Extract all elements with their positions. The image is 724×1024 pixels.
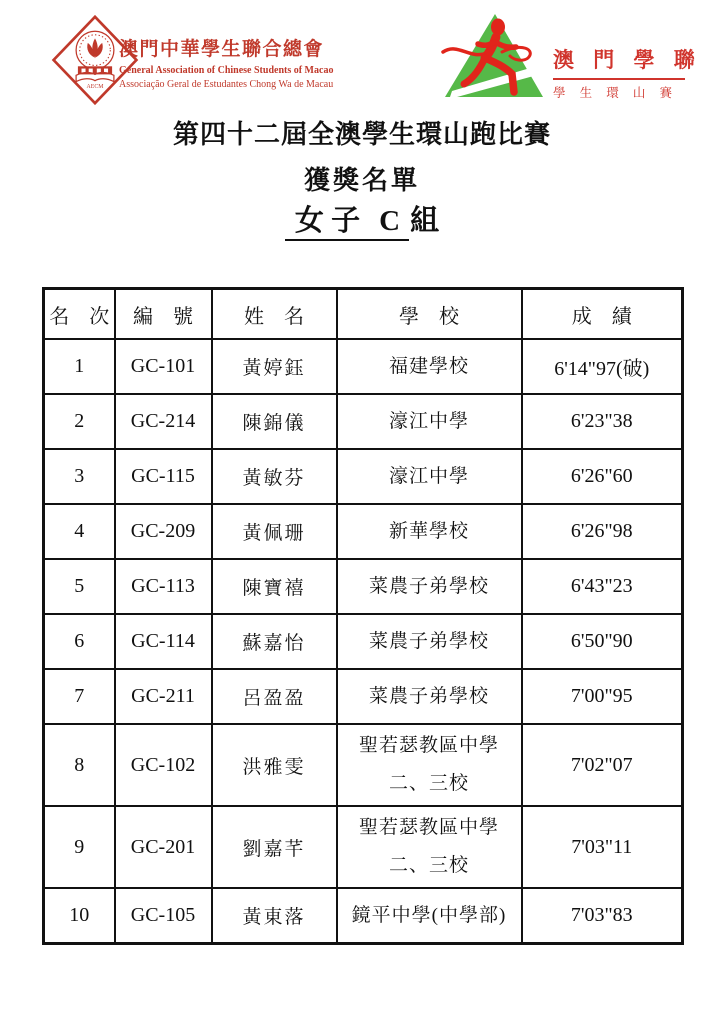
rank-cell: 2 xyxy=(44,394,115,449)
column-header-school: 學 校 xyxy=(337,289,522,340)
result-cell: 6'23"38 xyxy=(522,394,683,449)
results-table xyxy=(42,287,684,945)
school-cell xyxy=(337,614,522,669)
number-cell: GC-211 xyxy=(115,669,212,724)
group-name: 女 子 xyxy=(285,205,370,241)
table-row xyxy=(44,614,683,669)
school-cell xyxy=(337,669,522,724)
name-cell: 蘇嘉怡 xyxy=(212,614,337,669)
association-name-pt: Associação Geral de Estudantes Chong Wa de Macau xyxy=(119,79,334,90)
table-row xyxy=(44,559,683,614)
table-row xyxy=(44,449,683,504)
rank-cell: 4 xyxy=(44,504,115,559)
number-cell: GC-115 xyxy=(115,449,212,504)
table-row xyxy=(44,888,683,944)
header-row xyxy=(44,289,683,340)
result-cell: 7'03"83 xyxy=(522,888,683,944)
name-cell: 黃東落 xyxy=(212,888,337,944)
rank-cell: 6 xyxy=(44,614,115,669)
table-row xyxy=(44,394,683,449)
number-cell: GC-209 xyxy=(115,504,212,559)
school-name-line1: 聖若瑟教區中學 xyxy=(358,735,499,756)
event-title: 第四十二屆全澳學生環山跑比賽 xyxy=(172,120,551,149)
school-name-line1: 新華學校 xyxy=(388,520,469,542)
school-cell xyxy=(337,724,522,806)
school-name-line1: 鏡平中學(中學部) xyxy=(351,904,507,926)
school-cell xyxy=(337,559,522,614)
name-cell: 陳錦儀 xyxy=(212,394,337,449)
number-cell: GC-102 xyxy=(115,724,212,806)
group-suffix: 組 xyxy=(410,205,440,237)
table-row xyxy=(44,806,683,888)
school-name-line2: 二、三校 xyxy=(388,855,469,876)
column-header-rank: 名 次 xyxy=(44,289,115,340)
result-cell: 7'02"07 xyxy=(522,724,683,806)
rank-cell: 7 xyxy=(44,669,115,724)
awards-list-title: 獲獎名單 xyxy=(303,166,420,195)
table-row xyxy=(44,724,683,806)
aecm-acronym: AECM xyxy=(86,83,104,90)
result-cell: 7'03"11 xyxy=(522,806,683,888)
number-cell: GC-201 xyxy=(115,806,212,888)
result-cell: 6'26"98 xyxy=(522,504,683,559)
result-cell: 6'50"90 xyxy=(522,614,683,669)
association-name-zh: 澳門中華學生聯合總會 xyxy=(119,39,325,60)
rank-cell: 5 xyxy=(44,559,115,614)
number-cell: GC-114 xyxy=(115,614,212,669)
number-cell: GC-214 xyxy=(115,394,212,449)
table-row xyxy=(44,339,683,394)
school-name-line1: 濠江中學 xyxy=(388,410,469,432)
group-title xyxy=(0,198,724,239)
federation-name-zh: 澳 門 學 聯 xyxy=(553,48,702,72)
school-cell xyxy=(337,339,522,394)
name-cell: 陳寶禧 xyxy=(212,559,337,614)
table-row xyxy=(44,669,683,724)
name-cell: 呂盈盈 xyxy=(212,669,337,724)
school-cell xyxy=(337,394,522,449)
wordmark-divider xyxy=(553,78,685,80)
school-name-line1: 濠江中學 xyxy=(388,465,469,487)
number-cell: GC-113 xyxy=(115,559,212,614)
column-header-name: 姓 名 xyxy=(212,289,337,340)
association-name-en: General Association of Chinese Students of Macao xyxy=(119,65,334,76)
column-header-result: 成 績 xyxy=(522,289,683,340)
group-letter: C xyxy=(370,205,409,241)
name-cell: 黃婷鈺 xyxy=(212,339,337,394)
result-cell: 6'14"97(破) xyxy=(522,339,683,394)
hill-run-logo-icon xyxy=(440,12,546,100)
result-cell: 6'43"23 xyxy=(522,559,683,614)
school-cell xyxy=(337,449,522,504)
rank-cell: 3 xyxy=(44,449,115,504)
name-cell: 劉嘉芊 xyxy=(212,806,337,888)
school-cell xyxy=(337,806,522,888)
school-cell xyxy=(337,888,522,944)
school-name-line2: 二、三校 xyxy=(388,773,469,794)
number-cell: GC-101 xyxy=(115,339,212,394)
school-name-line1: 聖若瑟教區中學 xyxy=(358,817,499,838)
table-row xyxy=(44,504,683,559)
rank-cell: 8 xyxy=(44,724,115,806)
result-cell: 6'26"60 xyxy=(522,449,683,504)
school-name-line1: 菜農子弟學校 xyxy=(368,630,489,652)
rank-cell: 9 xyxy=(44,806,115,888)
school-name-line1: 福建學校 xyxy=(388,355,469,377)
school-cell xyxy=(337,504,522,559)
school-name-line1: 菜農子弟學校 xyxy=(368,575,489,597)
school-name-line1: 菜農子弟學校 xyxy=(368,685,489,707)
hill-run-wordmark xyxy=(553,44,702,101)
column-header-number: 編 號 xyxy=(115,289,212,340)
rank-cell: 1 xyxy=(44,339,115,394)
association-names xyxy=(119,34,419,90)
name-cell: 黃佩珊 xyxy=(212,504,337,559)
event-name-zh: 學 生 環 山 賽 xyxy=(553,86,678,100)
number-cell: GC-105 xyxy=(115,888,212,944)
rank-cell: 10 xyxy=(44,888,115,944)
name-cell: 黃敏芬 xyxy=(212,449,337,504)
name-cell: 洪雅雯 xyxy=(212,724,337,806)
result-cell: 7'00"95 xyxy=(522,669,683,724)
